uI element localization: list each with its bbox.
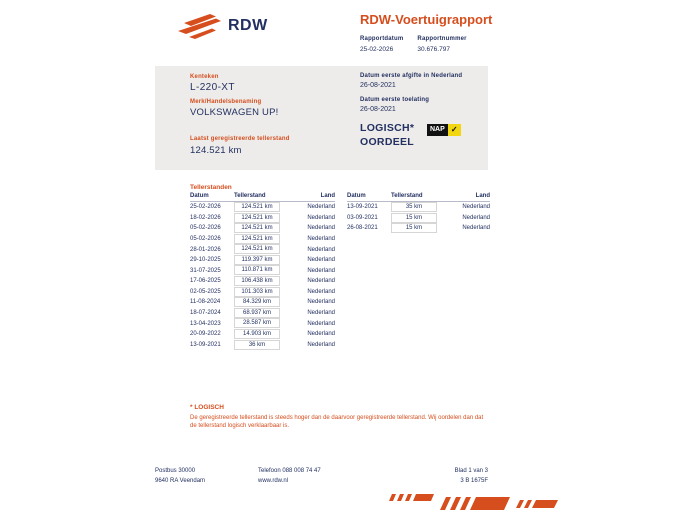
table-row [190,329,335,340]
row-datum: 26-08-2021 [347,225,378,232]
table-row [190,213,335,224]
tellerstand-value-box: 124.521 km [234,223,280,233]
rdw-logo-text: RDW [228,17,268,34]
column-header-land: Land [292,193,335,202]
tellerstand-value-box: 110.871 km [234,265,280,275]
eerste-afgifte-value: 26-08-2021 [360,82,396,89]
vehicle-summary-box [155,66,488,170]
report-number [417,36,466,54]
rdw-logo [176,12,268,40]
row-tellerstand [234,308,292,319]
row-datum: 18-07-2024 [190,310,221,317]
row-datum: 29-10-2025 [190,257,221,264]
tellerstand-value-box: 36 km [234,340,280,350]
nap-logo-text: NAP [427,124,448,136]
row-tellerstand [234,265,292,276]
row-datum: 13-04-2023 [190,320,221,327]
row-land: Nederland [307,288,335,295]
tellerstand-value-box: 119.397 km [234,255,280,265]
table-row [347,213,490,224]
footer-page-number: Blad 1 van 3 [454,468,488,474]
row-tellerstand [391,223,449,234]
table-row [190,234,335,245]
row-datum: 05-02-2026 [190,225,221,232]
table-row [190,255,335,266]
row-land: Nederland [307,225,335,232]
row-datum: 28-01-2026 [190,246,221,253]
report-meta [360,36,467,54]
column-header-land: Land [449,193,490,202]
row-datum: 03-09-2021 [347,214,378,221]
tellerstanden-table-left [190,193,335,350]
tellerstand-value-box: 84.329 km [234,297,280,307]
table-row [190,202,335,213]
row-datum: 20-09-2022 [190,331,221,338]
row-datum: 25-02-2026 [190,204,221,211]
footer-form-code: 3 B 1675F [460,478,488,484]
report-number-value: 30.676.797 [417,46,450,53]
tellerstanden-table-right [347,193,490,234]
tellerstand-value-box: 35 km [391,202,437,212]
eerste-afgifte-label: Datum eerste afgifte in Nederland [360,73,463,79]
laatste-tellerstand-value: 124.521 km [190,145,242,156]
row-land: Nederland [307,320,335,327]
row-tellerstand [234,213,292,224]
tellerstand-value-box: 101.303 km [234,287,280,297]
column-header-datum: Datum [347,193,391,202]
row-land: Nederland [307,267,335,274]
row-tellerstand [391,213,449,224]
row-tellerstand [234,287,292,298]
row-land: Nederland [307,278,335,285]
tellerstand-value-box: 68.937 km [234,308,280,318]
eerste-toelating-value: 26-08-2021 [360,106,396,113]
oordeel-text [360,122,414,149]
row-tellerstand [391,202,449,213]
row-tellerstand [234,202,292,213]
row-land: Nederland [307,214,335,221]
row-datum: 02-05-2025 [190,288,221,295]
row-tellerstand [234,255,292,266]
row-land: Nederland [307,236,335,243]
column-header-tellerstand: Tellerstand [234,193,292,202]
row-tellerstand [234,244,292,255]
table-row [190,276,335,287]
row-tellerstand [234,318,292,329]
row-datum: 05-02-2026 [190,236,221,243]
row-datum: 18-02-2026 [190,214,221,221]
row-land: Nederland [307,246,335,253]
table-row [190,265,335,276]
row-land: Nederland [462,225,490,232]
laatste-tellerstand-label: Laatst geregistreerde tellerstand [190,136,290,142]
row-land: Nederland [307,310,335,317]
row-datum: 31-07-2025 [190,267,221,274]
footer-address-line1: Postbus 30000 [155,468,196,474]
column-header-datum: Datum [190,193,234,202]
row-land: Nederland [307,331,335,338]
oordeel-line1: LOGISCH* [360,122,415,134]
report-number-label: Rapportnummer [417,36,467,42]
tellerstanden-section-title: Tellerstanden [190,184,232,191]
row-land: Nederland [462,214,490,221]
table-row [347,202,490,213]
row-tellerstand [234,223,292,234]
row-datum: 13-09-2021 [347,204,378,211]
tellerstand-value-box: 124.521 km [234,234,280,244]
page-title: RDW-Voertuigrapport [360,12,493,27]
footer-address-line2: 9640 RA Veendam [155,478,206,484]
row-tellerstand [234,340,292,351]
row-datum: 13-09-2021 [190,341,221,348]
footer-phone: Telefoon 088 008 74 47 [258,468,321,474]
speed-stripes-icon [388,492,566,512]
kenteken-label: Kenteken [190,74,219,80]
footnote-title: * LOGISCH [190,404,224,411]
table-row [190,308,335,319]
row-land: Nederland [307,204,335,211]
oordeel-line2: OORDEEL [360,135,415,148]
row-tellerstand [234,234,292,245]
tellerstand-value-box: 15 km [391,213,437,223]
footer-address [155,466,205,486]
tellerstand-value-box: 106.438 km [234,276,280,286]
eerste-toelating-label: Datum eerste toelating [360,97,430,103]
table-header-row [347,193,490,202]
tellerstand-value-box: 124.521 km [234,202,280,212]
table-header-row [190,193,335,202]
table-row [190,244,335,255]
table-row [190,287,335,298]
footer-page-info [420,466,488,486]
tellerstand-value-box: 15 km [391,223,437,233]
merk-value: VOLKSWAGEN UP! [190,107,279,118]
table-row [347,223,490,234]
row-land: Nederland [307,341,335,348]
row-datum: 17-06-2025 [190,278,221,285]
speed-stripes-decoration [388,492,566,514]
column-header-tellerstand: Tellerstand [391,193,449,202]
tellerstand-value-box: 124.521 km [234,213,280,223]
row-tellerstand [234,329,292,340]
row-land: Nederland [307,299,335,306]
footnote-text: De geregistreerde tellerstand is steeds hoger dan de daarvoor geregistreerde tellerstand. Wij oordelen dan dat de tellerstand logisch verklaarbaar is. [190,415,484,429]
row-land: Nederland [462,204,490,211]
footer-website-link[interactable]: www.rdw.nl [258,478,289,484]
tellerstand-value-box: 124.521 km [234,244,280,254]
kenteken-value: L-220-XT [190,82,235,93]
report-date-label: Rapportdatum [360,36,404,42]
rdw-eagle-icon [176,12,222,40]
tellerstand-value-box: 14.903 km [234,329,280,339]
merk-label: Merk/Handelsbenaming [190,99,262,105]
footer-contact [258,466,321,486]
row-land: Nederland [307,257,335,264]
table-row [190,340,335,351]
nap-check-icon: ✓ [448,124,461,136]
report-date [360,36,403,54]
nap-logo [427,124,461,136]
row-tellerstand [234,297,292,308]
report-date-value: 25-02-2026 [360,46,394,53]
table-row [190,318,335,329]
row-datum: 11-08-2024 [190,299,221,306]
tellerstand-value-box: 28.587 km [234,318,280,328]
table-row [190,297,335,308]
table-row [190,223,335,234]
row-tellerstand [234,276,292,287]
